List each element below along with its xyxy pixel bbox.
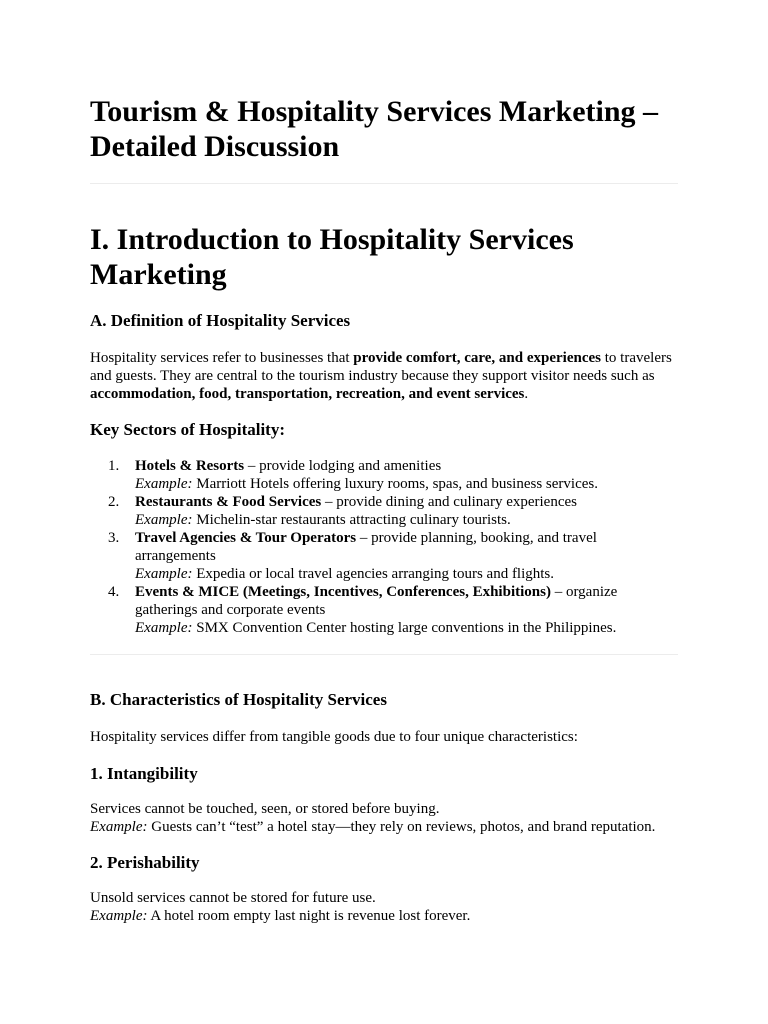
- definition-paragraph: [90, 349, 678, 403]
- list-number: 3.: [108, 530, 120, 546]
- example-label: Example:: [90, 908, 148, 924]
- sector-description: – provide lodging and amenities: [244, 458, 442, 474]
- sector-name: Restaurants & Food Services: [135, 494, 322, 510]
- example-text: Guests can’t “test” a hotel stay—they rely on reviews, photos, and brand reputation.: [147, 819, 656, 835]
- example-text: SMX Convention Center hosting large conventions in the Philippines.: [192, 620, 617, 636]
- sector-item-restaurants: [90, 493, 678, 529]
- list-number: 4.: [108, 584, 120, 600]
- key-sectors-list: [90, 457, 678, 637]
- characteristic-heading-perishability: 2. Perishability: [90, 853, 200, 872]
- example-label: Example:: [135, 512, 193, 528]
- sector-description: – provide dining and culinary experiences: [321, 494, 577, 510]
- characteristic-heading-intangibility: 1. Intangibility: [90, 764, 198, 783]
- example-label: Example:: [90, 819, 148, 835]
- sector-description: – provide planning, booking, and travel arrangements: [135, 530, 597, 564]
- list-number: 2.: [108, 494, 120, 510]
- characteristic-paragraph-perishability: [90, 889, 678, 925]
- example-label: Example:: [135, 476, 193, 492]
- section-heading-line2: Marketing: [90, 258, 227, 291]
- subsection-heading-definition: A. Definition of Hospitality Services: [90, 311, 351, 330]
- characteristic-text: Services cannot be touched, seen, or stored before buying.: [90, 801, 440, 817]
- subsection-heading-characteristics: B. Characteristics of Hospitality Services: [90, 690, 387, 709]
- document-title-line1: Tourism & Hospitality Services Marketing –: [90, 95, 659, 128]
- sector-description: – organize gatherings and corporate events: [135, 584, 618, 618]
- sector-name: Hotels & Resorts: [135, 458, 245, 474]
- divider: [90, 654, 678, 655]
- section-heading-line1: I. Introduction to Hospitality Services: [90, 223, 574, 256]
- section-heading-introduction: [90, 222, 678, 292]
- definition-text-bold-1: provide comfort, care, and experiences: [353, 350, 602, 366]
- characteristic-text: Unsold services cannot be stored for future use.: [90, 890, 376, 906]
- sector-name: Events & MICE (Meetings, Incentives, Conferences, Exhibitions): [135, 584, 551, 600]
- key-sectors-heading: Key Sectors of Hospitality:: [90, 420, 285, 439]
- list-number: 1.: [108, 458, 120, 474]
- sector-item-events-mice: [90, 583, 678, 637]
- document-title: [90, 0, 678, 164]
- definition-text-intro: Hospitality services refer to businesses that: [90, 350, 354, 366]
- example-label: Example:: [135, 566, 193, 582]
- example-text: Marriott Hotels offering luxury rooms, spas, and business services.: [192, 476, 598, 492]
- example-text: Michelin-star restaurants attracting culinary tourists.: [192, 512, 511, 528]
- example-text: Expedia or local travel agencies arranging tours and flights.: [192, 566, 555, 582]
- sector-item-hotels: [90, 457, 678, 493]
- definition-text-end: .: [524, 386, 529, 402]
- example-text: A hotel room empty last night is revenue lost forever.: [147, 908, 471, 924]
- sector-item-travel-agencies: [90, 529, 678, 583]
- document-title-line2: Detailed Discussion: [90, 130, 340, 163]
- characteristic-paragraph-intangibility: [90, 800, 678, 836]
- divider: [90, 183, 678, 184]
- characteristics-intro: Hospitality services differ from tangible goods due to four unique characteristics:: [90, 729, 578, 745]
- example-label: Example:: [135, 620, 193, 636]
- definition-text-bold-2: accommodation, food, transportation, recreation, and event services: [90, 386, 525, 402]
- definition-text-mid: to travelers and guests. They are central to the tourism industry because they support visitor needs such as: [90, 350, 672, 384]
- sector-name: Travel Agencies & Tour Operators: [135, 530, 357, 546]
